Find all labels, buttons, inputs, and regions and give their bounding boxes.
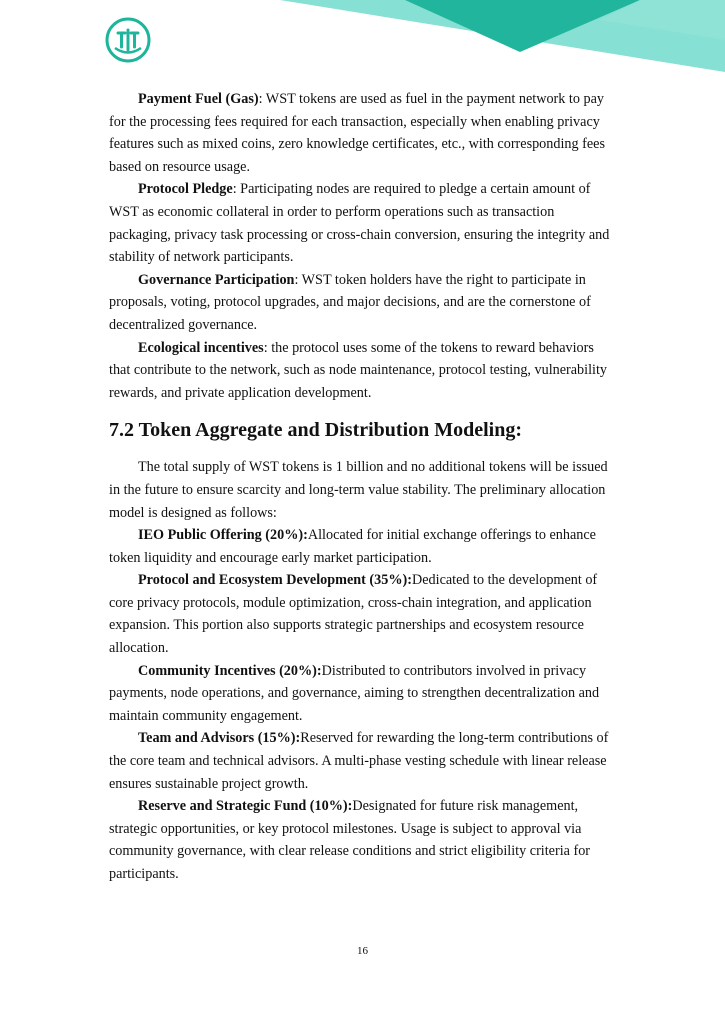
term-text: : the protocol uses some of the tokens to reward behaviors that contribute to the network, such as node maintenance, protocol testing, vulnerability rewards, and private application development. [109, 339, 608, 401]
term-label: Payment Fuel (Gas) [138, 91, 259, 107]
allocation-community [109, 660, 617, 728]
term-text: Designated for future risk management, strategic opportunities, or key protocol milestones. Usage is subject to approval via community governance, with clear release conditions and strict eligibility criteria for participants. [109, 798, 591, 882]
term-text: : WST tokens are used as fuel in the payment network to pay for the processing fees required for each transaction, especially when enabling privacy features such as mixed coins, zero knowledge certificates, etc., with corresponding fees based on resource usage. [109, 91, 605, 175]
term-label: IEO Public Offering (20%): [138, 527, 308, 544]
term-text: Distributed to contributors involved in privacy payments, node operations, and governance, aiming to strengthen decentralization and maintain community engagement. [109, 662, 600, 724]
term-label: Protocol Pledge [138, 181, 233, 198]
allocation-team [109, 727, 617, 795]
term-text: : Participating nodes are required to pledge a certain amount of WST as economic collateral in order to perform operations such as transaction packaging, privacy task processing or cross-chain conversion, ensuring the integrity and stability of network participants. [109, 181, 610, 266]
paragraph-payment-fuel [109, 88, 617, 178]
paragraph-ecological [109, 337, 617, 405]
term-text: Allocated for initial exchange offerings to enhance token liquidity and encourage early market participation. [109, 527, 596, 566]
page-number: 16 [357, 945, 368, 957]
term-label: Governance Participation [138, 271, 295, 288]
term-label: Ecological incentives [138, 339, 264, 356]
term-label: Community Incentives (20%): [138, 662, 322, 679]
term-text: Reserved for rewarding the long-term contributions of the core team and technical advisors. A multi-phase vesting schedule with linear release ensures sustainable project growth. [109, 730, 609, 792]
paragraph-protocol-pledge [109, 178, 617, 268]
allocation-ieo [109, 524, 617, 569]
document-body [109, 88, 617, 886]
section-heading: 7.2 Token Aggregate and Distribution Modeling: [109, 419, 523, 442]
allocation-reserve [109, 795, 617, 885]
term-text: Dedicated to the development of core privacy protocols, module optimization, cross-chain integration, and application expansion. This portion also supports strategic partnerships and ecosystem resource allocation. [109, 572, 598, 657]
paragraph-governance [109, 269, 617, 337]
allocation-ecosystem [109, 569, 617, 659]
term-label: Reserve and Strategic Fund (10%): [138, 798, 353, 815]
term-text: : WST token holders have the right to participate in proposals, voting, protocol upgrades, and major decisions, and are the cornerstone of decentralized governance. [109, 271, 591, 333]
gtc-logo-icon [104, 16, 152, 64]
section-intro: The total supply of WST tokens is 1 billion and no additional tokens will be issued in the future to ensure scarcity and long-term value stability. The preliminary allocation model is designed as follows: [109, 459, 608, 521]
term-label: Team and Advisors (15%): [138, 730, 301, 747]
term-label: Protocol and Ecosystem Development (35%): [138, 572, 412, 589]
